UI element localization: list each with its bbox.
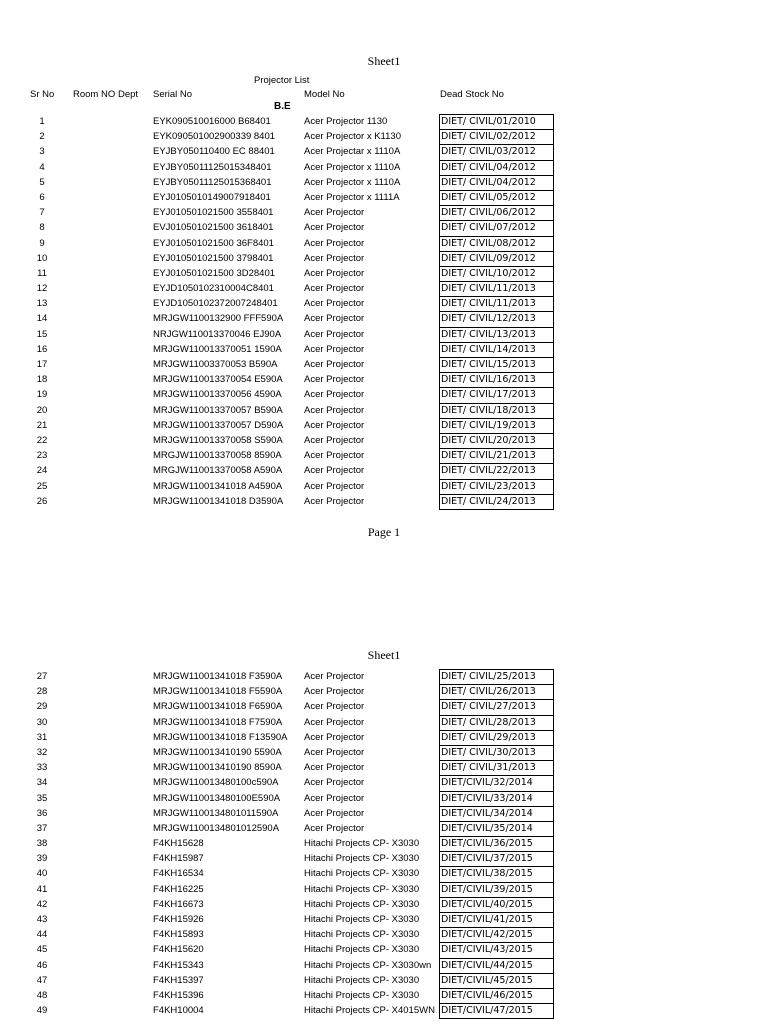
- model-no-cell: Acer Projector: [304, 450, 365, 462]
- dead-stock-no-cell: DIET/ CIVIL/17/2013: [439, 387, 554, 402]
- sr-no-cell: 39: [36, 853, 48, 865]
- table-row: [0, 479, 768, 494]
- table-row: [0, 114, 768, 129]
- serial-no-cell: MRJGW110013370057 B590A: [153, 404, 283, 416]
- sr-no-cell: 23: [36, 450, 48, 462]
- serial-no-cell: MRJGW110013480100c590A: [153, 777, 279, 789]
- sr-no-cell: 46: [36, 959, 48, 971]
- table-row: [0, 403, 768, 418]
- table-row: [0, 958, 768, 973]
- sr-no-cell: 22: [36, 434, 48, 446]
- model-no-cell: Acer Projectar x 1110A: [304, 146, 401, 158]
- sr-no-cell: 10: [36, 252, 48, 264]
- table-row: [0, 327, 768, 342]
- table-row: [0, 988, 768, 1003]
- model-no-cell: Acer Projector: [304, 298, 365, 310]
- model-no-cell: Acer Projector: [304, 716, 365, 728]
- model-no-cell: Acer Projector: [304, 807, 365, 819]
- model-no-cell: Acer Projector: [304, 419, 365, 431]
- model-no-cell: Hitachi Projects CP- X3030: [304, 944, 420, 956]
- header-model-no: Model No: [304, 89, 345, 100]
- table-row: [0, 973, 768, 988]
- serial-no-cell: EYJ01050101490079184​01: [153, 191, 271, 203]
- table-row: [0, 836, 768, 851]
- sr-no-cell: 29: [36, 701, 48, 713]
- dead-stock-no-cell: DIET/CIVIL/40/2015: [439, 897, 554, 912]
- table-row: [0, 791, 768, 806]
- dead-stock-no-cell: DIET/CIVIL/44/2015: [439, 958, 554, 973]
- sr-no-cell: 8: [39, 222, 45, 234]
- dead-stock-no-cell: DIET/CIVIL/36/2015: [439, 836, 554, 851]
- header-dead-stock-no: Dead Stock No: [440, 89, 504, 100]
- table-row: [0, 882, 768, 897]
- table-row: [0, 463, 768, 478]
- dead-stock-no-cell: DIET/ CIVIL/27/2013: [439, 699, 554, 714]
- model-no-cell: Acer Projector: [304, 252, 365, 264]
- dead-stock-no-cell: DIET/CIVIL/35/2014: [439, 821, 554, 836]
- sr-no-cell: 9: [39, 237, 45, 249]
- dead-stock-no-cell: DIET/ CIVIL/30/2013: [439, 745, 554, 760]
- sr-no-cell: 30: [36, 716, 48, 728]
- dead-stock-no-cell: DIET/CIVIL/43/2015: [439, 942, 554, 957]
- table-row: [0, 942, 768, 957]
- model-no-cell: Hitachi Projects CP- X3030: [304, 914, 420, 925]
- dead-stock-no-cell: DIET/CIVIL/32/2014: [439, 775, 554, 790]
- serial-no-cell: MRJGW11001341018 A4590A: [153, 480, 283, 492]
- model-no-cell: Acer Projector: [304, 404, 365, 416]
- serial-no-cell: EYJ010501021500 3D28401: [153, 267, 276, 279]
- table-row: [0, 775, 768, 790]
- table-row: [0, 715, 768, 730]
- serial-no-cell: EYJ010501021500 3558401: [153, 207, 274, 219]
- section-label: B.E: [274, 101, 291, 112]
- sr-no-cell: 11: [37, 267, 47, 279]
- dead-stock-no-cell: DIET/ CIVIL/04/2012: [439, 175, 554, 190]
- sr-no-cell: 43: [36, 914, 48, 925]
- serial-no-cell: MRGJW110013370058 A590A: [153, 465, 283, 477]
- serial-no-cell: F4KH16673: [153, 898, 204, 910]
- page-number: Page 1: [367, 525, 401, 539]
- table-row: [0, 806, 768, 821]
- serial-no-cell: F4KH16225: [153, 883, 204, 895]
- dead-stock-no-cell: DIET/ CIVIL/18/2013: [439, 403, 554, 418]
- serial-no-cell: F4KH15987: [153, 853, 204, 865]
- header-sr-no: Sr No: [30, 89, 55, 100]
- list-title: Projector List: [254, 75, 310, 86]
- table-row: [0, 281, 768, 296]
- dead-stock-no-cell: DIET/ CIVIL/14/2013: [439, 342, 554, 357]
- sr-no-cell: 36: [36, 807, 48, 819]
- sr-no-cell: 48: [36, 989, 48, 1001]
- sheet-title-page-2: Sheet1: [367, 648, 401, 662]
- serial-no-cell: MRJGW1100134801012590A: [153, 822, 280, 834]
- sr-no-cell: 16: [36, 343, 48, 355]
- model-no-cell: Acer Projector: [304, 746, 365, 758]
- serial-no-cell: EYK090501002900339 8401: [153, 131, 276, 143]
- sr-no-cell: 28: [36, 686, 48, 698]
- projector-table-page-1: [0, 114, 768, 509]
- model-no-cell: Acer Projector x 1110A: [304, 161, 401, 173]
- dead-stock-no-cell: DIET/ CIVIL/04/2012: [439, 160, 554, 175]
- dead-stock-no-cell: DIET/ CIVIL/24/2013: [439, 494, 554, 510]
- serial-no-cell: MRJGW11001341018 D3590A: [153, 495, 284, 507]
- model-no-cell: Acer Projector x 1111A: [304, 191, 400, 203]
- table-row: [0, 266, 768, 281]
- dead-stock-no-cell: DIET/ CIVIL/09/2012: [439, 251, 554, 266]
- dead-stock-no-cell: DIET/ CIVIL/25/2013: [439, 669, 554, 684]
- sr-no-cell: 40: [36, 868, 48, 880]
- table-row: [0, 342, 768, 357]
- table-row: [0, 897, 768, 912]
- model-no-cell: Hitachi Projects CP- X3030: [304, 989, 420, 1001]
- dead-stock-no-cell: DIET/ CIVIL/12/2013: [439, 311, 554, 326]
- table-row: [0, 699, 768, 714]
- model-no-cell: Hitachi Projects CP- X3030: [304, 838, 420, 850]
- serial-no-cell: MRJGW110013480100E590A: [153, 792, 281, 804]
- serial-no-cell: MRJGW11001341018 F6590A: [153, 701, 283, 713]
- model-no-cell: Acer Projector: [304, 762, 365, 774]
- table-row: [0, 190, 768, 205]
- serial-no-cell: EYK090510016000 B68401: [153, 116, 271, 127]
- dead-stock-no-cell: DIET/ CIVIL/07/2012: [439, 220, 554, 235]
- serial-no-cell: F4KH15620: [153, 944, 204, 956]
- model-no-cell: Acer Projector: [304, 389, 365, 401]
- serial-no-cell: EYJ010501021500 3798401: [153, 252, 274, 264]
- model-no-cell: Hitachi Projects CP- X3030: [304, 929, 420, 941]
- model-no-cell: Acer Projector: [304, 328, 365, 340]
- sr-no-cell: 5: [39, 176, 45, 188]
- dead-stock-no-cell: DIET/ CIVIL/22/2013: [439, 463, 554, 478]
- sr-no-cell: 14: [36, 313, 48, 325]
- model-no-cell: Hitachi Projects CP- X3030wn: [304, 959, 432, 971]
- table-row: [0, 296, 768, 311]
- table-row: [0, 448, 768, 463]
- dead-stock-no-cell: DIET/CIVIL/45/2015: [439, 973, 554, 988]
- table-row: [0, 251, 768, 266]
- serial-no-cell: F4KH15396: [153, 989, 204, 1001]
- serial-no-cell: F4KH15397: [153, 974, 204, 986]
- model-no-cell: Acer Projector: [304, 701, 365, 713]
- header-serial-no: Serial No: [153, 89, 193, 100]
- dead-stock-no-cell: DIET/ CIVIL/06/2012: [439, 205, 554, 220]
- dead-stock-no-cell: DIET/ CIVIL/11/2013: [439, 296, 554, 311]
- serial-no-cell: EYJBY05011125015368401: [153, 176, 272, 188]
- serial-no-cell: MRJGW11003370053 B590A: [153, 359, 278, 370]
- table-row: [0, 357, 768, 372]
- dead-stock-no-cell: DIET/ CIVIL/08/2012: [439, 236, 554, 251]
- serial-no-cell: F4KH16534: [153, 868, 204, 880]
- serial-no-cell: MRJGW11001341018 F5590A: [153, 686, 283, 698]
- sr-no-cell: 38: [36, 838, 48, 850]
- model-no-cell: Acer Projector: [304, 222, 365, 234]
- dead-stock-no-cell: DIET/ CIVIL/02/2012: [439, 129, 554, 144]
- sr-no-cell: 31: [36, 731, 48, 743]
- dead-stock-no-cell: DIET/CIVIL/47/2015: [439, 1003, 554, 1019]
- serial-no-cell: MRJGW11001341018 F3590A: [153, 671, 283, 682]
- table-row: [0, 745, 768, 760]
- sr-no-cell: 25: [36, 480, 48, 492]
- model-no-cell: Hitachi Projects CP- X3030: [304, 883, 420, 895]
- dead-stock-no-cell: DIET/CIVIL/33/2014: [439, 791, 554, 806]
- serial-no-cell: MRJGW110013370057 D590A: [153, 419, 284, 431]
- header-dept: Dept: [118, 89, 139, 100]
- sr-no-cell: 2: [39, 131, 45, 143]
- table-row: [0, 1003, 768, 1018]
- serial-no-cell: MRJGW110013370051 1590A: [153, 343, 282, 355]
- dead-stock-no-cell: DIET/ CIVIL/21/2013: [439, 448, 554, 463]
- model-no-cell: Acer Projector: [304, 480, 365, 492]
- dead-stock-no-cell: DIET/ CIVIL/31/2013: [439, 760, 554, 775]
- dead-stock-no-cell: DIET/CIVIL/37/2015: [439, 851, 554, 866]
- sr-no-cell: 27: [36, 671, 48, 682]
- sr-no-cell: 49: [36, 1005, 48, 1017]
- model-no-cell: Acer Projector: [304, 465, 365, 477]
- sr-no-cell: 24: [36, 465, 48, 477]
- table-row: [0, 760, 768, 775]
- dead-stock-no-cell: DIET/CIVIL/46/2015: [439, 988, 554, 1003]
- table-row: [0, 912, 768, 927]
- dead-stock-no-cell: DIET/ CIVIL/28/2013: [439, 715, 554, 730]
- table-row: [0, 311, 768, 326]
- serial-no-cell: EYJ010501021500 36F8401: [153, 237, 274, 249]
- serial-no-cell: MRJGW1100134801011590A: [153, 807, 279, 819]
- model-no-cell: Acer Projector: [304, 343, 365, 355]
- model-no-cell: Acer Projector: [304, 731, 365, 743]
- dead-stock-no-cell: DIET/CIVIL/41/2015: [439, 912, 554, 927]
- sr-no-cell: 17: [36, 359, 48, 370]
- table-row: [0, 433, 768, 448]
- serial-no-cell: MRJGW110013370058 S590A: [153, 434, 283, 446]
- sr-no-cell: 6: [39, 191, 45, 203]
- sr-no-cell: 1: [39, 116, 45, 127]
- dead-stock-no-cell: DIET/ CIVIL/19/2013: [439, 418, 554, 433]
- serial-no-cell: EYJD1050102310004C8401: [153, 283, 274, 295]
- model-no-cell: Acer Projector: [304, 237, 365, 249]
- model-no-cell: Hitachi Projects CP- X3030: [304, 974, 420, 986]
- dead-stock-no-cell: DIET/ CIVIL/20/2013: [439, 433, 554, 448]
- dead-stock-no-cell: DIET/ CIVIL/13/2013: [439, 327, 554, 342]
- dead-stock-no-cell: DIET/ CIVIL/01/2010: [439, 114, 554, 129]
- sr-no-cell: 12: [36, 283, 48, 295]
- serial-no-cell: EYJD1050102372007248401: [153, 298, 278, 310]
- sr-no-cell: 18: [36, 374, 48, 386]
- dead-stock-no-cell: DIET/ CIVIL/16/2013: [439, 372, 554, 387]
- sr-no-cell: 21: [36, 419, 48, 431]
- model-no-cell: Acer Projector: [304, 267, 365, 279]
- serial-no-cell: MRJGW110013370056 4590A: [153, 389, 282, 401]
- table-row: [0, 160, 768, 175]
- table-row: [0, 175, 768, 190]
- model-no-cell: Acer Projector: [304, 283, 365, 295]
- serial-no-cell: EVJ010501021500 3618401: [153, 222, 274, 234]
- table-row: [0, 494, 768, 509]
- dead-stock-no-cell: DIET/CIVIL/42/2015: [439, 927, 554, 942]
- serial-no-cell: MRJGW110013410190 8590A: [153, 762, 282, 774]
- serial-no-cell: MRJGW110013410190 5590A: [153, 746, 282, 758]
- model-no-cell: Acer Projector x 1110A: [304, 176, 401, 188]
- sr-no-cell: 33: [36, 762, 48, 774]
- dead-stock-no-cell: DIET/ CIVIL/29/2013: [439, 730, 554, 745]
- model-no-cell: Hitachi Projects CP- X3030: [304, 898, 420, 910]
- model-no-cell: Hitachi Projects CP- X4015WN: [304, 1005, 435, 1017]
- header-room-no: Room NO: [73, 89, 116, 100]
- table-row: [0, 684, 768, 699]
- dead-stock-no-cell: DIET/ CIVIL/26/2013: [439, 684, 554, 699]
- table-row: [0, 236, 768, 251]
- sr-no-cell: 20: [36, 404, 48, 416]
- projector-table-page-2: [0, 669, 768, 1018]
- dead-stock-no-cell: DIET/CIVIL/38/2015: [439, 866, 554, 881]
- table-row: [0, 730, 768, 745]
- dead-stock-no-cell: DIET/ CIVIL/05/2012: [439, 190, 554, 205]
- serial-no-cell: NRJGW110013370046 EJ90A: [153, 328, 282, 340]
- table-row: [0, 205, 768, 220]
- model-no-cell: Hitachi Projects CP- X3030: [304, 868, 420, 880]
- table-row: [0, 418, 768, 433]
- table-row: [0, 387, 768, 402]
- model-no-cell: Acer Projector: [304, 207, 365, 219]
- model-no-cell: Acer Projector: [304, 359, 365, 370]
- serial-no-cell: F4KH15893: [153, 929, 204, 941]
- table-row: [0, 129, 768, 144]
- table-row: [0, 821, 768, 836]
- sr-no-cell: 13: [36, 298, 48, 310]
- dead-stock-no-cell: DIET/CIVIL/34/2014: [439, 806, 554, 821]
- sr-no-cell: 26: [36, 495, 48, 507]
- model-no-cell: Acer Projector: [304, 777, 365, 789]
- serial-no-cell: EYJBY05011125015348401: [153, 161, 272, 173]
- model-no-cell: Acer Projector: [304, 686, 365, 698]
- serial-no-cell: F4KH10004: [153, 1005, 204, 1017]
- sr-no-cell: 3: [39, 146, 45, 158]
- sr-no-cell: 37: [36, 822, 48, 834]
- dead-stock-no-cell: DIET/ CIVIL/15/2013: [439, 357, 554, 372]
- model-no-cell: Acer Projector: [304, 671, 365, 682]
- dead-stock-no-cell: DIET/CIVIL/39/2015: [439, 882, 554, 897]
- table-row: [0, 372, 768, 387]
- model-no-cell: Hitachi Projects CP- X3030: [304, 853, 420, 865]
- table-row: [0, 220, 768, 235]
- serial-no-cell: MRJGW110013370054 E590A: [153, 374, 283, 386]
- table-row: [0, 669, 768, 684]
- sr-no-cell: 35: [36, 792, 48, 804]
- sr-no-cell: 47: [36, 974, 48, 986]
- model-no-cell: Acer Projector: [304, 434, 365, 446]
- model-no-cell: Acer Projector: [304, 822, 365, 834]
- sr-no-cell: 7: [39, 207, 45, 219]
- sheet-title-page-1: Sheet1: [367, 54, 401, 68]
- sr-no-cell: 4: [39, 161, 45, 173]
- model-no-cell: Acer Projector 1130: [304, 116, 388, 127]
- sr-no-cell: 34: [36, 777, 48, 789]
- dead-stock-no-cell: DIET/ CIVIL/23/2013: [439, 479, 554, 494]
- serial-no-cell: MRJGW1100132900 FFF590A: [153, 313, 284, 325]
- sr-no-cell: 32: [36, 746, 48, 758]
- serial-no-cell: MRGJW110013370058 8590A: [153, 450, 282, 462]
- model-no-cell: Acer Projector: [304, 374, 365, 386]
- model-no-cell: Acer Projector: [304, 495, 365, 507]
- sr-no-cell: 41: [36, 883, 48, 895]
- table-row: [0, 851, 768, 866]
- dead-stock-no-cell: DIET/ CIVIL/11/2013: [439, 281, 554, 296]
- sr-no-cell: 42: [36, 898, 48, 910]
- serial-no-cell: MRJGW11001341018 F7590A: [153, 716, 283, 728]
- model-no-cell: Acer Projector x K1130: [304, 131, 401, 143]
- table-row: [0, 144, 768, 159]
- serial-no-cell: EYJBY050110400 EC 88401: [153, 146, 275, 158]
- dead-stock-no-cell: DIET/ CIVIL/03/2012: [439, 144, 554, 159]
- serial-no-cell: MRJGW11001341018 F13590A: [153, 731, 288, 743]
- table-row: [0, 866, 768, 881]
- model-no-cell: Acer Projector: [304, 313, 365, 325]
- serial-no-cell: F4KH15628: [153, 838, 204, 850]
- serial-no-cell: F4KH15926: [153, 914, 204, 925]
- sr-no-cell: 15: [36, 328, 48, 340]
- serial-no-cell: F4KH15343: [153, 959, 204, 971]
- table-row: [0, 927, 768, 942]
- dead-stock-no-cell: DIET/ CIVIL/10/2012: [439, 266, 554, 281]
- sr-no-cell: 19: [36, 389, 48, 401]
- model-no-cell: Acer Projector: [304, 792, 365, 804]
- sr-no-cell: 44: [36, 929, 48, 941]
- sr-no-cell: 45: [36, 944, 48, 956]
